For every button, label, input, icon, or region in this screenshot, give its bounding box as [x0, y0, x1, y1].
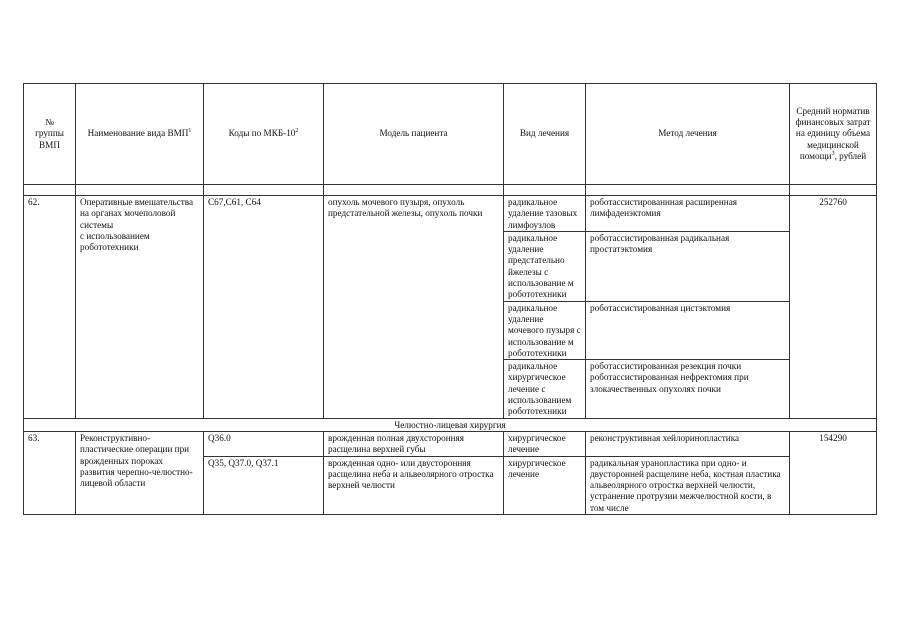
vmp-table [23, 83, 877, 515]
header-name: Наименование вида ВМП$^1$ [76, 84, 204, 185]
section-title: Челюстно-лицевая хирургия [24, 418, 877, 431]
header-codes-sup: 2 [295, 128, 299, 135]
row62-method: роботассистированная цистэктомия [586, 301, 790, 359]
row62-name: Оперативные вмешательства на органах мочеполовой системы с использованием робототехники [76, 196, 204, 419]
header-model: Модель пациента [324, 84, 504, 185]
row62-model: опухоль мочевого пузыря, опухоль предстательной железы, опухоль почки [324, 196, 504, 419]
row63-codes: Q35, Q37.0, Q37.1 [204, 456, 324, 514]
row62-method: роботассистированная радикальная простатэктомия [586, 231, 790, 301]
table-row [24, 196, 877, 232]
header-type: Вид лечения [504, 84, 586, 185]
row62-codes: C67,C61, C64 [204, 196, 324, 419]
row62-type: радикальное хирургическое лечение с использованием робототехники [504, 360, 586, 418]
row63-model: врожденная полная двухсторонняя расщелина верхней губы [324, 431, 504, 456]
header-codes: Коды по МКБ-$10^2$ [204, 84, 324, 185]
row62-num: 62. [24, 196, 76, 419]
row62-method: роботассистированнная расширенная лимфаденэктомия [586, 196, 790, 232]
row63-name: Реконструктивно-пластические операции при врожденных пороках развития черепно-челюстно-лицевой области [76, 431, 204, 514]
header-name-sup: 1 [188, 128, 192, 135]
row63-type: хирургическое лечение [504, 431, 586, 456]
row63-codes: Q36.0 [204, 431, 324, 456]
row63-norm: 154290 [790, 431, 877, 514]
header-norm-sup: 3 [831, 150, 835, 157]
header-method: Метод лечения [586, 84, 790, 185]
row63-model: врожденная одно- или двусторонняя расщелина неба и альвеолярного отростка верхней челюсти [324, 456, 504, 514]
row63-num: 63. [24, 431, 76, 514]
row63-method: реконструктивная хейлоринопластика [586, 431, 790, 456]
section-row [24, 418, 877, 431]
header-group: № группы ВМП [24, 84, 76, 185]
row62-type: радикальное удаление тазовых лимфоузлов [504, 196, 586, 232]
row62-type: радикальное удаление мочевого пузыря с использование м робототехники [504, 301, 586, 359]
spacer-row [24, 185, 877, 196]
row63-type: хирургическое лечение [504, 456, 586, 514]
row62-norm: 252760 [790, 196, 877, 419]
table-row [24, 431, 877, 456]
header-row [24, 84, 877, 185]
row62-method: роботассистированная резекция почки роботассистированная нефректомия при злокачественных опухолях почки [586, 360, 790, 418]
row63-method: радикальная уранопластика при одно- и двусторонней расщелине неба, костная пластика альвеолярного отростка верхней челюсти, устранение протрузии межчелюстной кости, в том числе [586, 456, 790, 514]
header-norm: Средний норматив финансовых затрат на единицу объема медицинской помощи$^3$, рублей [790, 84, 877, 185]
row62-type: радикальное удаление предстательно йжелезы с использование м робототехники [504, 231, 586, 301]
